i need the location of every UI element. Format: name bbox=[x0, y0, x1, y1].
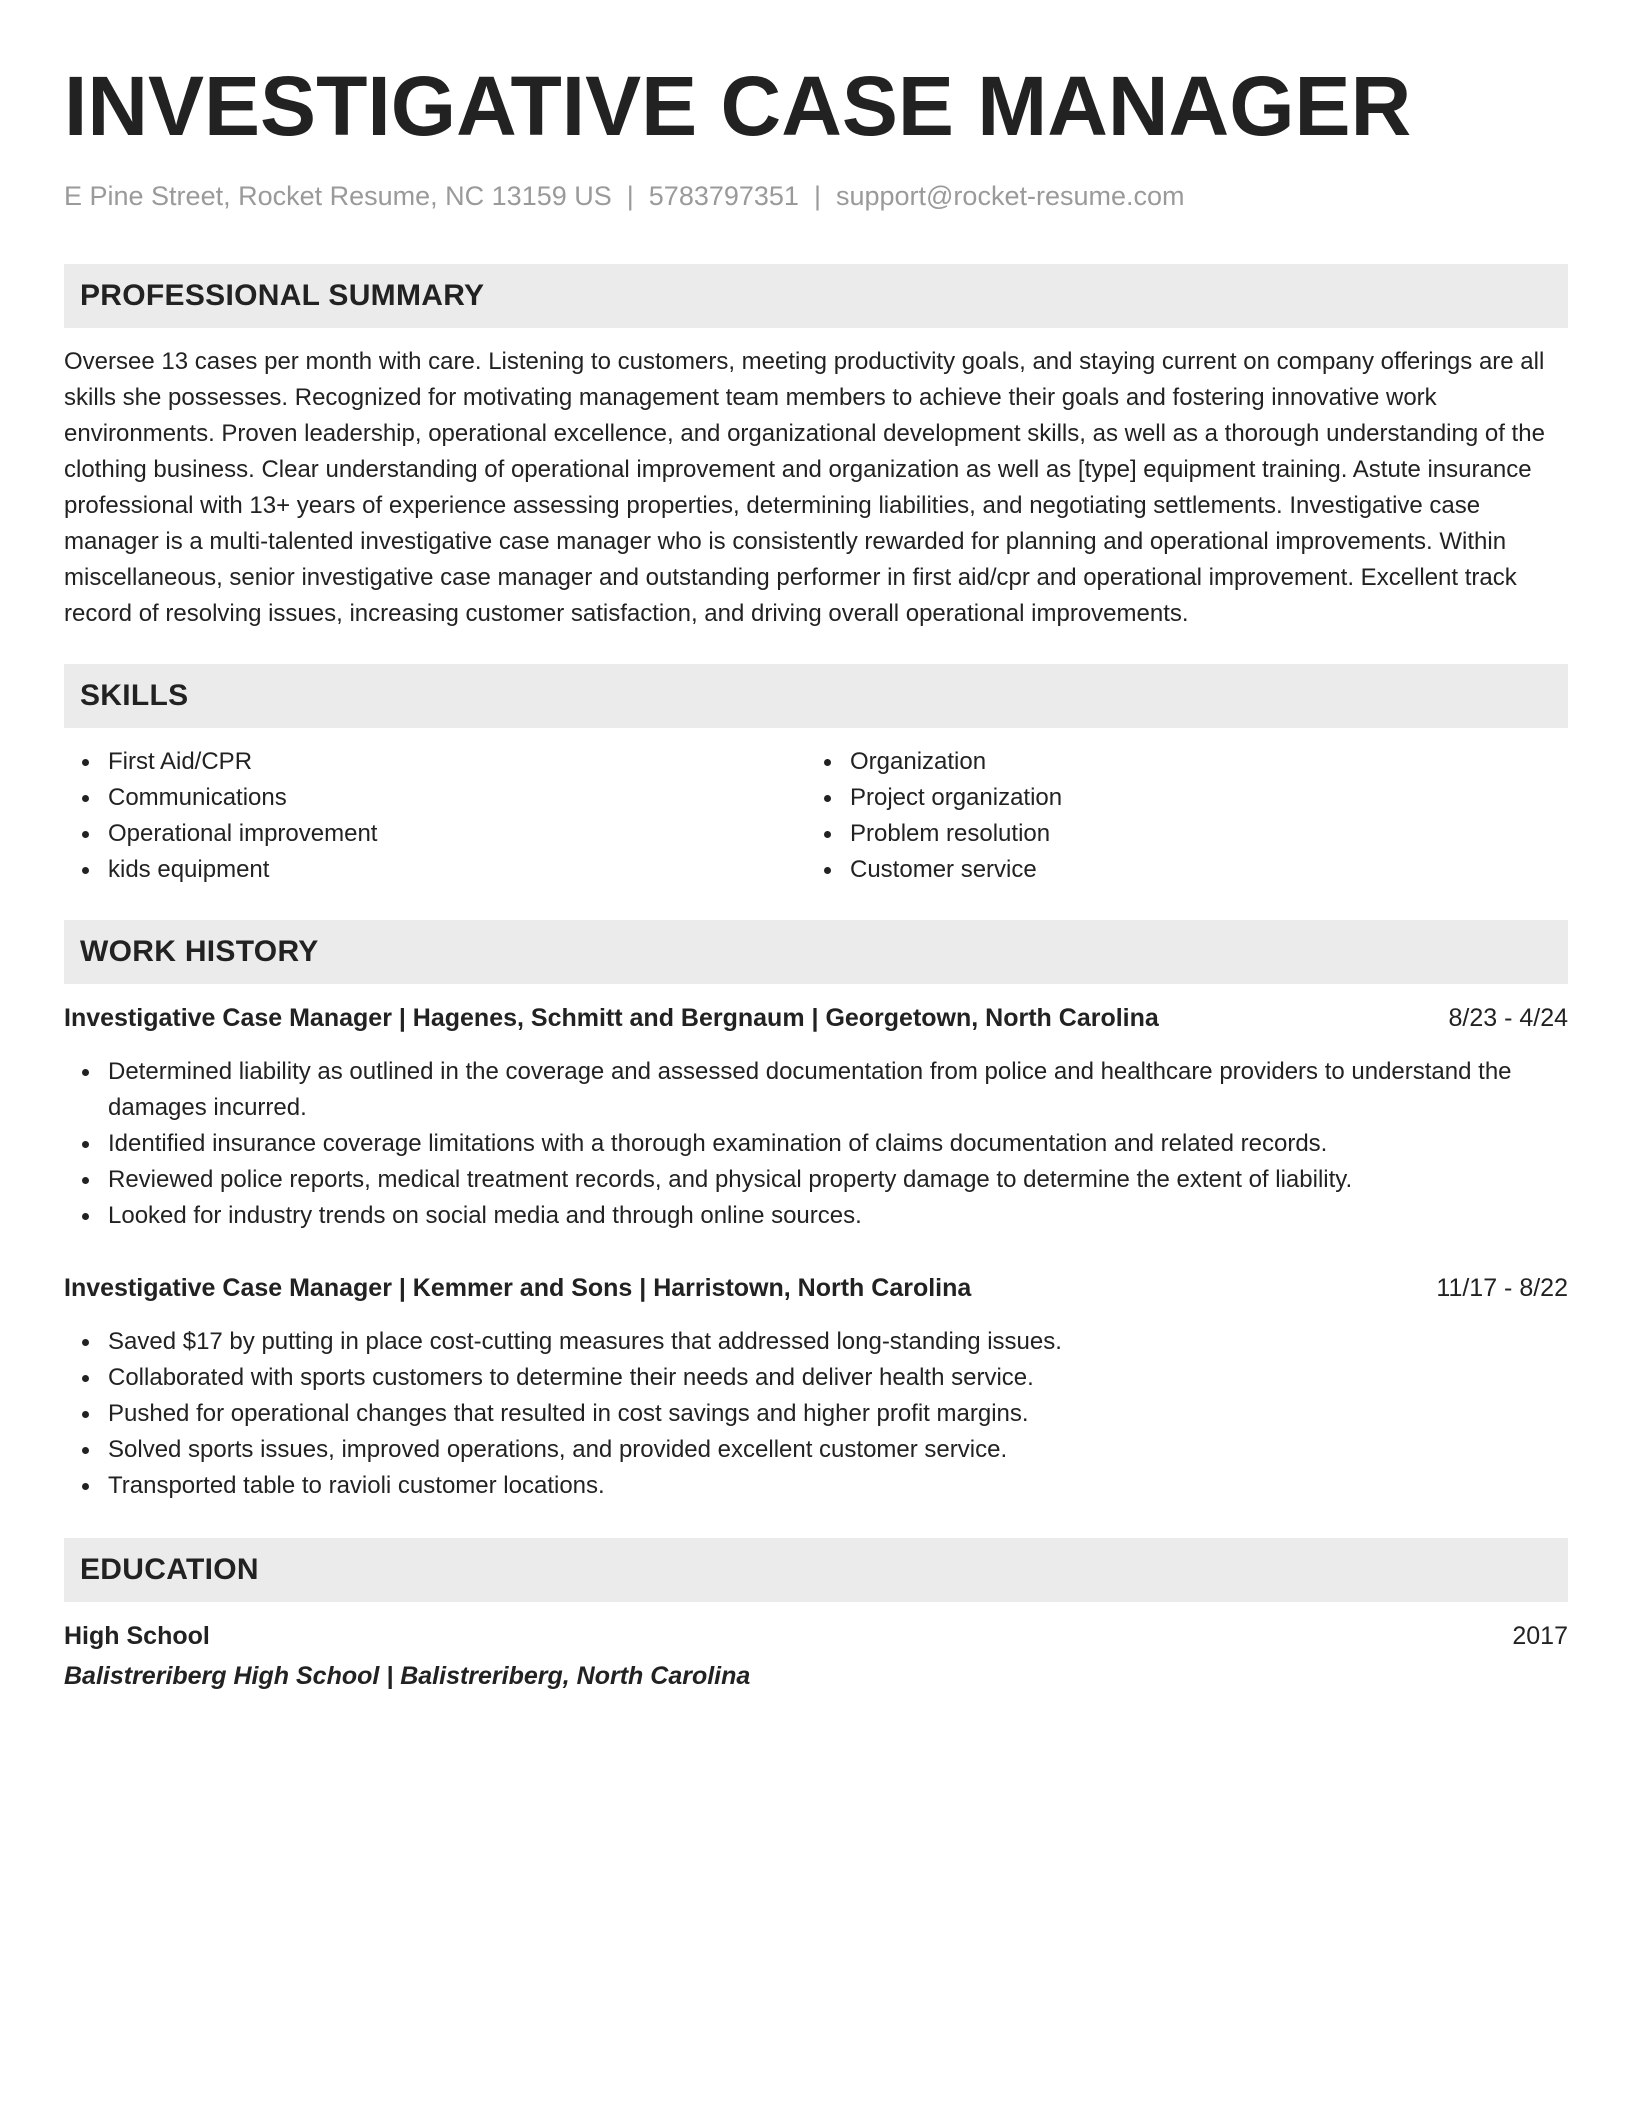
education-section-header: EDUCATION bbox=[64, 1538, 1568, 1602]
skills-column-right bbox=[806, 744, 1548, 888]
contact-address: E Pine Street, Rocket Resume, NC 13159 US bbox=[64, 181, 612, 211]
job-bullet: Collaborated with sports customers to determine their needs and deliver health service. bbox=[108, 1360, 1568, 1396]
contact-separator: | bbox=[813, 181, 821, 211]
skill-item: Problem resolution bbox=[850, 816, 1548, 852]
job-bullet-list bbox=[64, 1324, 1568, 1504]
job-bullet: Determined liability as outlined in the coverage and assessed documentation from police and healthcare providers to understand the damages incurred. bbox=[108, 1054, 1568, 1126]
skills-list bbox=[64, 744, 1568, 888]
job-bullet: Transported table to ravioli customer locations. bbox=[108, 1468, 1568, 1504]
education-degree: High School bbox=[64, 1622, 210, 1650]
education-entry-header bbox=[64, 1618, 1568, 1654]
job-dates: 11/17 - 8/22 bbox=[1436, 1274, 1568, 1302]
skill-item: kids equipment bbox=[108, 852, 806, 888]
job-bullet: Saved $17 by putting in place cost-cutting measures that addressed long-standing issues. bbox=[108, 1324, 1568, 1360]
skills-column-left bbox=[64, 744, 806, 888]
job-bullet: Looked for industry trends on social media and through online sources. bbox=[108, 1198, 1568, 1234]
candidate-name: INVESTIGATIVE CASE MANAGER bbox=[64, 59, 1412, 153]
contact-line bbox=[64, 178, 1568, 214]
skill-item: Project organization bbox=[850, 780, 1548, 816]
job-bullet: Pushed for operational changes that resulted in cost savings and higher profit margins. bbox=[108, 1396, 1568, 1432]
skill-item: Communications bbox=[108, 780, 806, 816]
summary-section-header: PROFESSIONAL SUMMARY bbox=[64, 264, 1568, 328]
education-year: 2017 bbox=[1512, 1622, 1568, 1650]
work-history-section-header: WORK HISTORY bbox=[64, 920, 1568, 984]
job-entry-header bbox=[64, 1270, 1568, 1306]
job-bullet: Identified insurance coverage limitations with a thorough examination of claims documentation and related records. bbox=[108, 1126, 1568, 1162]
job-title: Investigative Case Manager | Kemmer and Sons | Harristown, North Carolina bbox=[64, 1274, 972, 1302]
skill-item: First Aid/CPR bbox=[108, 744, 806, 780]
contact-email: support@rocket-resume.com bbox=[835, 181, 1185, 211]
job-bullet: Solved sports issues, improved operations, and provided excellent customer service. bbox=[108, 1432, 1568, 1468]
education-school: Balistreriberg High School | Balistreriberg, North Carolina bbox=[64, 1662, 751, 1690]
skills-section-header: SKILLS bbox=[64, 664, 1568, 728]
contact-separator: | bbox=[626, 181, 634, 211]
job-entry-header bbox=[64, 1000, 1568, 1036]
job-dates: 8/23 - 4/24 bbox=[1448, 1004, 1568, 1032]
job-bullet: Reviewed police reports, medical treatment records, and physical property damage to determine the extent of liability. bbox=[108, 1162, 1568, 1198]
skill-item: Organization bbox=[850, 744, 1548, 780]
summary-text: Oversee 13 cases per month with care. Listening to customers, meeting productivity goals, and staying current on company offerings are all skills she possesses. Recognized for motivating management team members to achieve their goals and fostering innovative work environments. Proven leadership, operational excellence, and organizational development skills, as well as a thorough understanding of the clothing business. Clear understanding of operational improvement and organization as well as [type] equipment training. Astute insurance professional with 13+ years of experience assessing properties, determining liabilities, and negotiating settlements. Investigative case manager is a multi-talented investigative case manager who is consistently rewarded for planning and operational improvements. Within miscellaneous, senior investigative case manager and outstanding performer in first aid/cpr and operational improvement. Excellent track record of resolving issues, increasing customer satisfaction, and driving overall operational improvements. bbox=[64, 348, 1545, 627]
skill-item: Operational improvement bbox=[108, 816, 806, 852]
skill-item: Customer service bbox=[850, 852, 1548, 888]
contact-phone: 5783797351 bbox=[648, 181, 799, 211]
job-bullet-list bbox=[64, 1054, 1568, 1234]
job-title: Investigative Case Manager | Hagenes, Schmitt and Bergnaum | Georgetown, North Carolina bbox=[64, 1004, 1159, 1032]
